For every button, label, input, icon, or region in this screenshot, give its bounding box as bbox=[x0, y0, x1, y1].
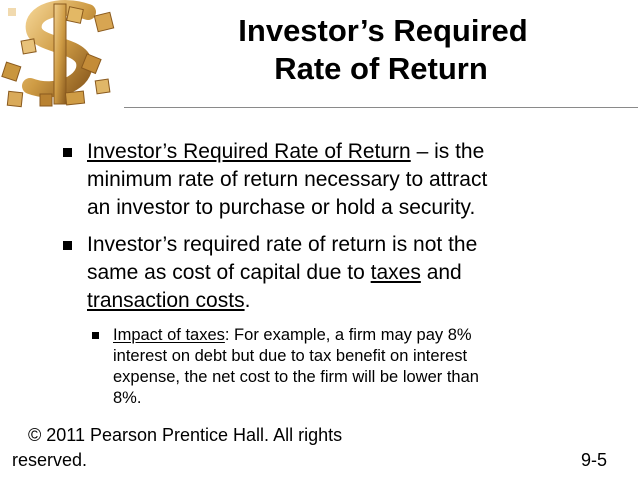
square-bullet-icon bbox=[63, 241, 72, 250]
sub-bullet bbox=[113, 325, 479, 409]
sub-bullet-line-3: expense, the net cost to the firm will be lower than bbox=[113, 368, 479, 386]
bullet-1-line-3: an investor to purchase or hold a security. bbox=[87, 196, 476, 219]
bullet-2-line-1: Investor’s required rate of return is not the bbox=[87, 233, 478, 256]
bullet-1-line-2: minimum rate of return necessary to attract bbox=[87, 168, 488, 191]
copyright-line-2: reserved. bbox=[12, 450, 88, 470]
taxes-term: taxes bbox=[370, 261, 421, 284]
transaction-costs-term: transaction costs bbox=[87, 289, 245, 312]
bullet-2-line-2 bbox=[87, 259, 477, 287]
slide-title-line-1: Investor’s Required bbox=[238, 13, 528, 48]
bullet-1-line-1-rest: – is the bbox=[410, 140, 485, 163]
bullet-2-line-3 bbox=[87, 287, 477, 315]
bullet-2-line-2-before: same as cost of capital due to bbox=[87, 261, 371, 284]
bullet-2-line-2-after: and bbox=[420, 261, 462, 284]
bullet-1 bbox=[87, 138, 487, 222]
page-number: 9-5 bbox=[580, 450, 607, 470]
bullet-2 bbox=[87, 231, 477, 315]
slide-title bbox=[124, 0, 638, 104]
square-bullet-icon bbox=[92, 332, 99, 339]
bullet-2-line-3-after: . bbox=[244, 289, 251, 312]
square-bullet-icon bbox=[63, 148, 72, 157]
sub-bullet-line-2: interest on debt but due to tax benefit on interest bbox=[113, 347, 468, 365]
bullet-1-line-1 bbox=[87, 138, 487, 166]
copyright-line-1: © 2011 Pearson Prentice Hall. All rights bbox=[28, 425, 343, 445]
sub-bullet-line-4: 8%. bbox=[113, 389, 142, 407]
sub-bullet-line-1 bbox=[113, 325, 479, 346]
impact-of-taxes-term: Impact of taxes bbox=[113, 326, 225, 344]
sub-bullet-line-1-rest: : For example, a firm may pay 8% bbox=[224, 326, 472, 344]
golden-dollar-blocks-icon bbox=[0, 0, 124, 110]
bullet-1-underlined-term: Investor’s Required Rate of Return bbox=[87, 140, 411, 163]
slide-title-line-2: Rate of Return bbox=[274, 51, 488, 86]
title-divider bbox=[124, 107, 638, 108]
